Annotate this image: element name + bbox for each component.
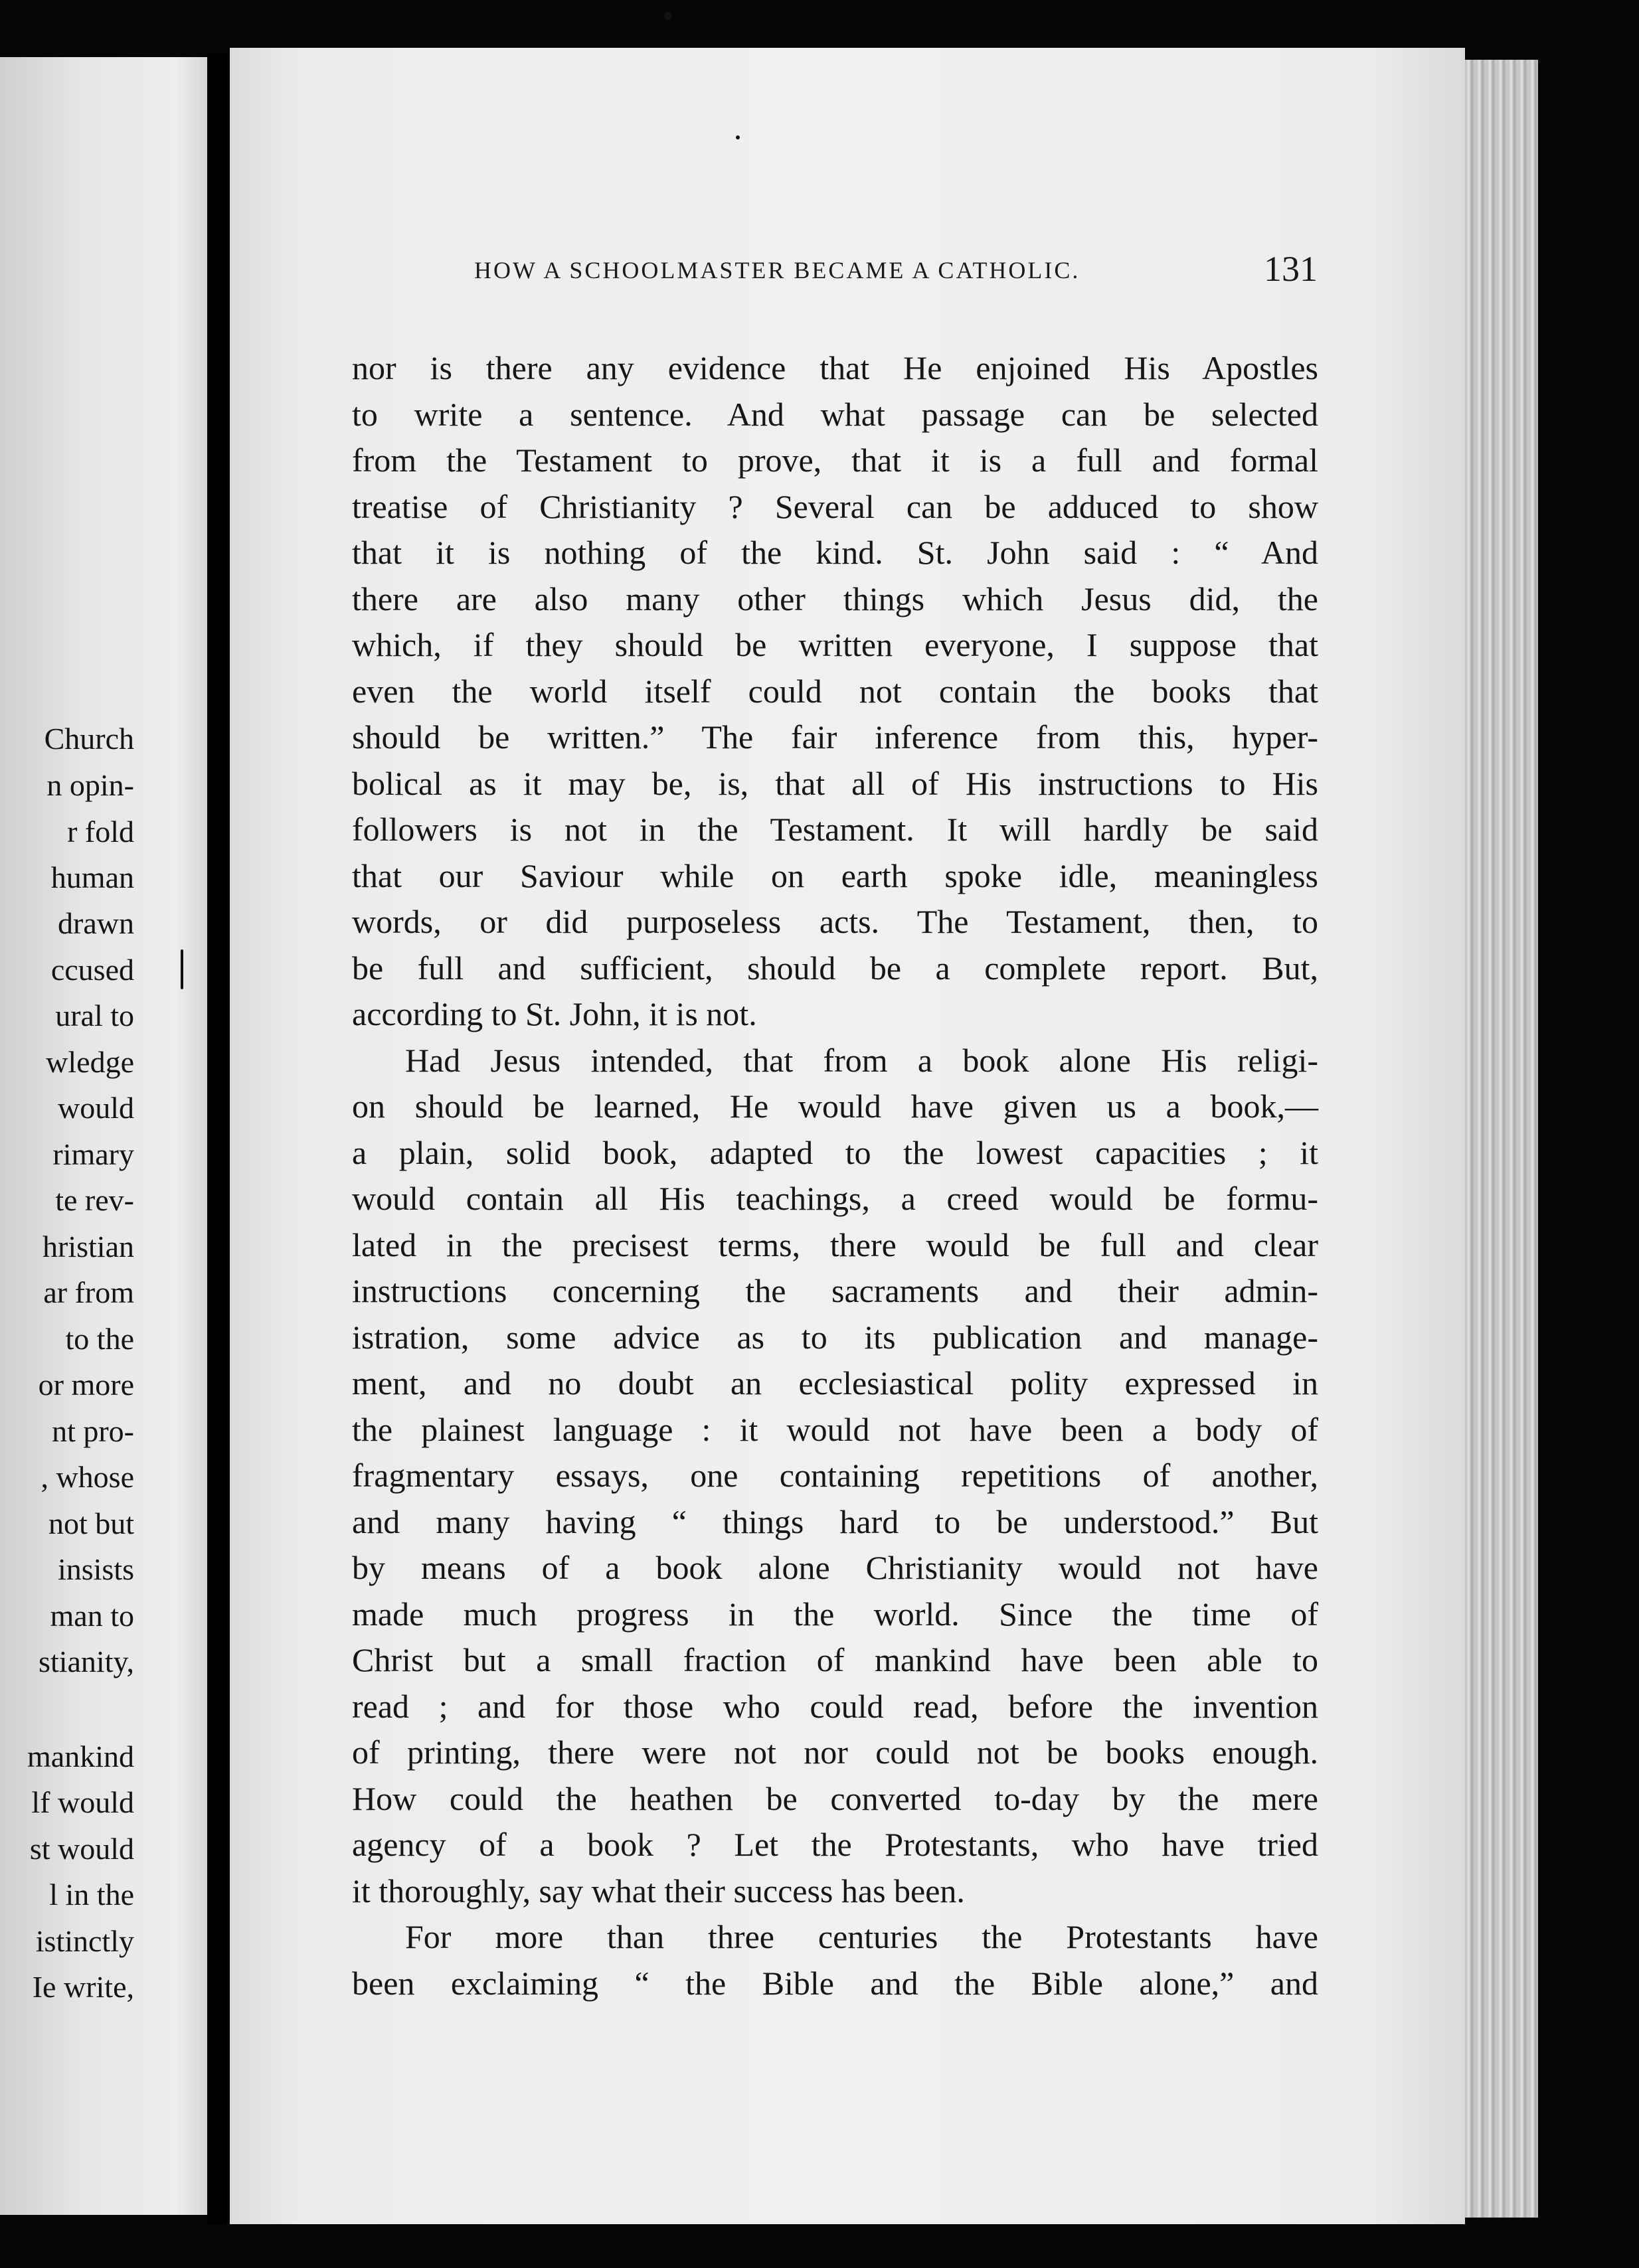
- left-page-line: ural to: [55, 999, 134, 1032]
- left-page-line: n opin-: [46, 768, 134, 802]
- text-line: istration, some advice as to its publication and manage-: [352, 1318, 1318, 1356]
- left-page-line: to the: [65, 1322, 134, 1356]
- text-line: the plainest language : it would not have been a body of: [352, 1410, 1318, 1448]
- previous-page-fragment: [0, 57, 207, 2215]
- text-line: and many having “ things hard to be understood.” But: [352, 1502, 1318, 1540]
- running-head: [474, 249, 1318, 289]
- text-line: would contain all His teachings, a creed would be formu-: [352, 1180, 1318, 1217]
- left-page-line: te rev-: [55, 1183, 134, 1217]
- left-page-line: insists: [57, 1552, 134, 1586]
- text-line: treatise of Christianity ? Several can be adduced to show: [352, 487, 1318, 525]
- text-line: How could the heathen be converted to-day by the mere: [352, 1779, 1318, 1817]
- text-line: ment, and no doubt an ecclesiastical polity expressed in: [352, 1364, 1318, 1402]
- text-line: agency of a book ? Let the Protestants, who have tried: [352, 1826, 1318, 1863]
- text-line: Had Jesus intended, that from a book alone His religi-: [405, 1041, 1318, 1079]
- text-line: nor is there any evidence that He enjoined His Apostles: [352, 349, 1318, 386]
- text-line: of printing, there were not nor could not be books enough.: [352, 1734, 1318, 1771]
- text-line: by means of a book alone Christianity would not have: [352, 1549, 1318, 1586]
- left-page-line: not but: [48, 1506, 134, 1540]
- text-line: followers is not in the Testament. It will hardly be said: [352, 811, 1318, 848]
- left-page-line: Church: [44, 722, 134, 756]
- text-line: to write a sentence. And what passage can be selected: [352, 395, 1318, 433]
- text-line: instructions concerning the sacraments and their admin-: [352, 1272, 1318, 1309]
- text-line: that our Saviour while on earth spoke idle, meaningless: [352, 856, 1318, 894]
- left-page-line: l in the: [49, 1878, 134, 1911]
- text-line: a plain, solid book, adapted to the lowest capacities ; it: [352, 1133, 1318, 1171]
- left-page-line: mankind: [27, 1740, 134, 1773]
- left-page-line: drawn: [58, 906, 134, 940]
- text-line: For more than three centuries the Protestants have: [405, 1918, 1318, 1955]
- text-line: even the world itself could not contain the books that: [352, 672, 1318, 710]
- text-line: made much progress in the world. Since the time of: [352, 1595, 1318, 1633]
- left-page-line: ccused: [50, 953, 134, 987]
- text-line: read ; and for those who could read, before the invention: [352, 1687, 1318, 1725]
- text-line: that it is nothing of the kind. St. John said : “ And: [352, 534, 1318, 571]
- text-line: fragmentary essays, one containing repetitions of another,: [352, 1457, 1318, 1494]
- left-page-line: lf would: [31, 1785, 134, 1819]
- left-page-line: stianity,: [39, 1645, 134, 1678]
- left-page-line: st would: [29, 1832, 134, 1866]
- text-line: bolical as it may be, is, that all of His instructions to His: [352, 764, 1318, 802]
- page-edge-stack: [1465, 60, 1538, 2218]
- binding-gutter: [207, 53, 227, 2224]
- left-page-line: , whose: [41, 1460, 134, 1494]
- left-page-line: rimary: [52, 1137, 134, 1171]
- page-number: 131: [1264, 249, 1318, 289]
- text-line: according to St. John, it is not.: [352, 995, 757, 1032]
- left-page-line: nt pro-: [52, 1414, 134, 1448]
- left-page-line: man to: [50, 1599, 134, 1633]
- left-page-line: istinctly: [35, 1924, 134, 1958]
- text-line: it thoroughly, say what their success has been.: [352, 1872, 965, 1909]
- left-page-line: would: [58, 1091, 134, 1125]
- text-line: words, or did purposeless acts. The Testament, then, to: [352, 903, 1318, 940]
- text-line: which, if they should be written everyone, I suppose that: [352, 626, 1318, 663]
- left-page-line: ar from: [43, 1275, 134, 1309]
- text-line: from the Testament to prove, that it is a full and formal: [352, 442, 1318, 479]
- left-page-line: hristian: [43, 1230, 134, 1263]
- scan-speck: [181, 949, 183, 989]
- text-line: on should be learned, He would have given us a book,—: [352, 1088, 1318, 1125]
- left-page-line: human: [50, 860, 134, 894]
- text-line: should be written.” The fair inference from this, hyper-: [352, 718, 1318, 756]
- text-line: there are also many other things which Jesus did, the: [352, 580, 1318, 617]
- running-title: HOW A SCHOOLMASTER BECAME A CATHOLIC.: [474, 257, 1080, 284]
- page-body-text: [352, 345, 1318, 2006]
- scan-speck: [664, 12, 672, 20]
- left-page-line: or more: [38, 1368, 134, 1402]
- text-line: be full and sufficient, should be a complete report. But,: [352, 949, 1318, 987]
- text-line: been exclaiming “ the Bible and the Bible alone,” and: [352, 1964, 1318, 2002]
- scan-speck: [736, 135, 740, 139]
- left-page-line: r fold: [67, 815, 134, 849]
- left-page-line: wledge: [46, 1045, 134, 1079]
- text-line: Christ but a small fraction of mankind have been able to: [352, 1641, 1318, 1678]
- left-page-line: Ie write,: [32, 1970, 134, 2004]
- text-line: lated in the precisest terms, there would be full and clear: [352, 1226, 1318, 1263]
